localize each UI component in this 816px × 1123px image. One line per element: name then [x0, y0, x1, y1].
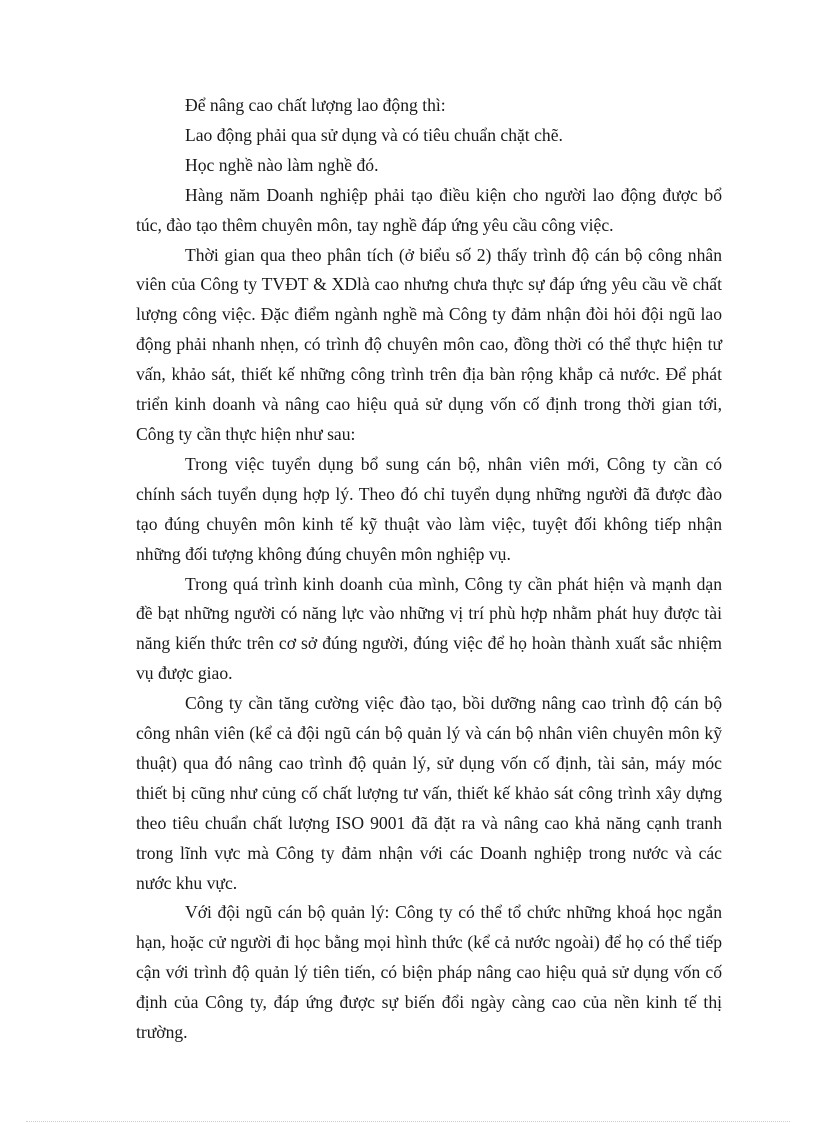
paragraph: Trong quá trình kinh doanh của mình, Công ty cần phát hiện và mạnh dạn đề bạt những người có năng lực vào những vị trí phù hợp nhằm phát huy được tài năng kiến thức trên cơ sở đúng người, đúng việc để họ hoàn thành xuất sắc nhiệm vụ được giao.	[136, 573, 722, 684]
paragraph: Để nâng cao chất lượng lao động thì:	[185, 95, 446, 115]
paragraph: Công ty cần tăng cường việc đào tạo, bồi dưỡng nâng cao trình độ cán bộ công nhân viên (kể cả đội ngũ cán bộ quản lý và cán bộ nhân viên chuyên môn kỹ thuật) qua đó nâng cao trình độ quản lý, sử dụng vốn cố định, tài sản, máy móc thiết bị cũng như củng cố chất lượng tư vấn, thiết kế khảo sát công trình xây dựng theo tiêu chuẩn chất lượng ISO 9001 đã đặt ra và nâng cao khả năng cạnh tranh trong lĩnh vực mà Công ty đảm nhận với các Doanh nghiệp trong nước và các nước khu vực.	[136, 693, 722, 893]
paragraph: Hàng năm Doanh nghiệp phải tạo điều kiện cho người lao động được bổ túc, đào tạo thêm chuyên môn, tay nghề đáp ứng yêu cầu công việc.	[136, 184, 722, 235]
document-body	[136, 91, 722, 1048]
page-bottom-divider	[26, 1121, 790, 1122]
paragraph: Thời gian qua theo phân tích (ở biểu số 2) thấy trình độ cán bộ công nhân viên của Công ty TVĐT & XDlà cao nhưng chưa thực sự đáp ứng yêu cầu về chất lượng công việc. Đặc điểm ngành nghề mà Công ty đảm nhận đòi hỏi đội ngũ lao động phải nhanh nhẹn, có trình độ chuyên môn cao, đồng thời có thể thực hiện tư vấn, khảo sát, thiết kế những công trình trên địa bàn rộng khắp cả nước. Để phát triển kinh doanh và nâng cao hiệu quả sử dụng vốn cố định trong thời gian tới, Công ty cần thực hiện như sau:	[136, 244, 722, 444]
paragraph: Trong việc tuyển dụng bổ sung cán bộ, nhân viên mới, Công ty cần có chính sách tuyển dụng hợp lý. Theo đó chỉ tuyển dụng những người đã được đào tạo đúng chuyên môn kinh tế kỹ thuật vào làm việc, tuyệt đối không tiếp nhận những đối tượng không đúng chuyên môn nghiệp vụ.	[136, 453, 722, 564]
paragraph: Học nghề nào làm nghề đó.	[185, 154, 379, 175]
paragraph: Với đội ngũ cán bộ quản lý: Công ty có thể tổ chức những khoá học ngắn hạn, hoặc cử người đi học bằng mọi hình thức (kể cả nước ngoài) để họ có thể tiếp cận với trình độ quản lý tiên tiến, có biện pháp nâng cao hiệu quả sử dụng vốn cố định của Công ty, đáp ứng được sự biến đổi ngày càng cao của nền kinh tế thị trường.	[136, 902, 722, 1043]
paragraph: Lao động phải qua sử dụng và có tiêu chuẩn chặt chẽ.	[185, 124, 563, 145]
